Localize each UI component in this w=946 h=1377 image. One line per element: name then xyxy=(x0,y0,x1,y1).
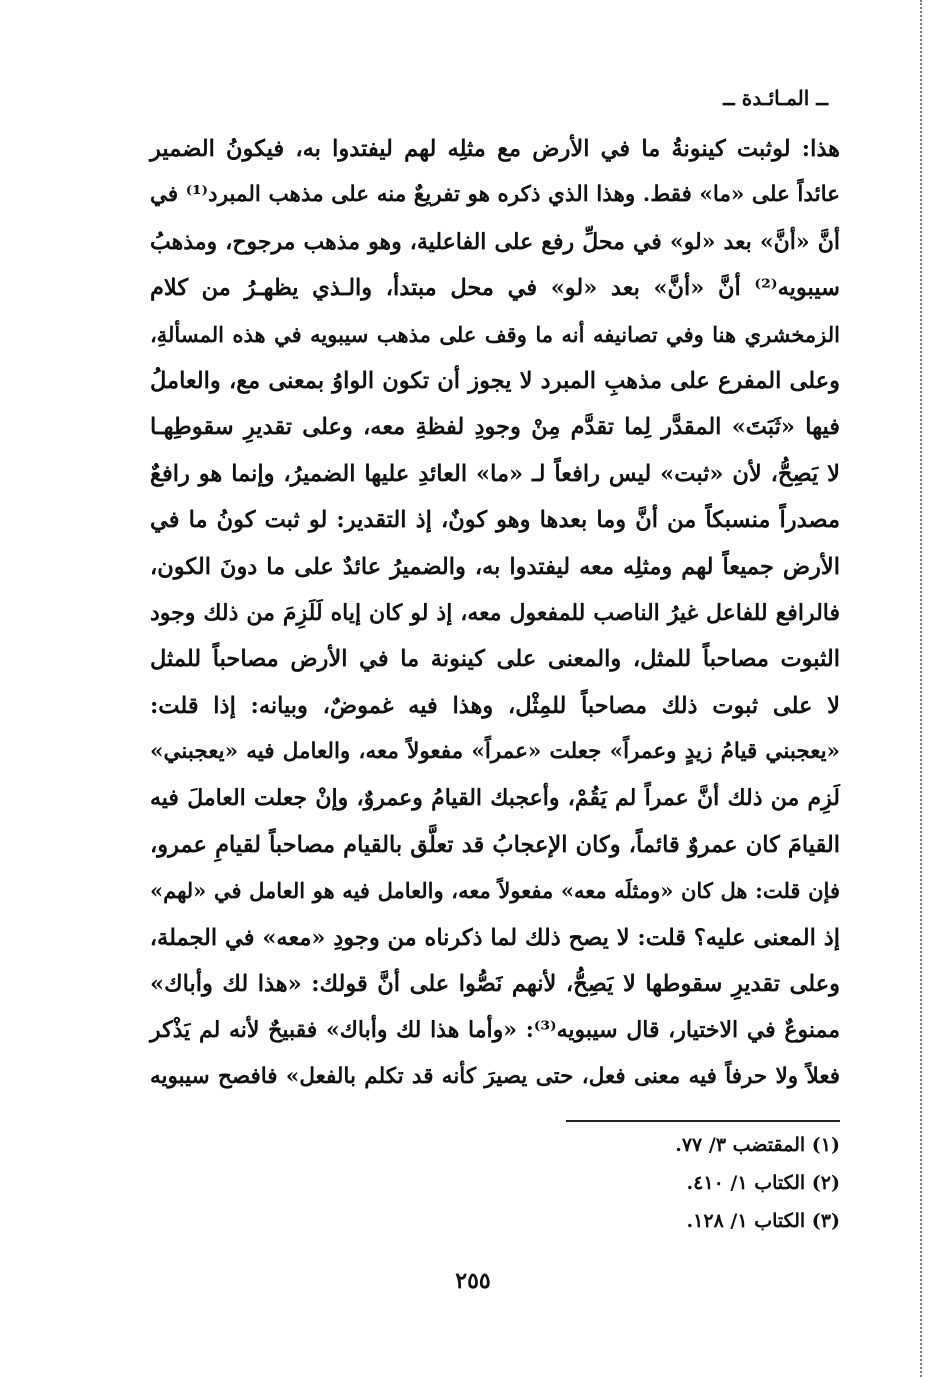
body-line: هذا: لوثبت كينونةُ ما في الأرض مع مثلِه لهم ليفتدوا به، فيكونُ الضمير xyxy=(150,136,840,162)
page-number: ٢٥٥ xyxy=(455,1268,491,1294)
body-line: وعلى تقديرِ سقوطها لا يَصِحُّ، لأنهم نَصُّوا على أنَّ قولك: «هذا لك وأباك» xyxy=(150,971,840,998)
body-line: أنَّ «أنَّ» بعد «لو» في محلِّ رفع على الفاعلية، وهو مذهب مرجوح، ومذهبُ xyxy=(150,228,840,255)
body-line: فيها «ثَبَتَ» المقدَّر لِما تقدَّم مِنْ وجودِ لفظةِ معه، وعلى تقديرِ سقوطِهـا xyxy=(150,414,840,441)
body-line: لَزِم من ذلك أنَّ عمراً لم يَقُمْ، وأعجبك القيامُ وعمروٌ، وإنْ جعلت العاملَ فيه xyxy=(150,785,840,812)
body-line: فإن قلت: هل كان «ومثلَه معه» مفعولاً معه، والعامل فيه هو العامل في «لهم» xyxy=(150,878,840,904)
footnote-1: (١) المقتضب ٣/ ٧٧. xyxy=(675,1134,840,1156)
body-line: الزمخشري هنا وفي تصانيفه أنه ما وقف على مذهب سيبويه في هذه المسألةِ، xyxy=(150,321,840,347)
body-line: ممنوعٌ في الاختيار، قال سيبويه⁽³⁾: «وأما هذا لك وأباك» فقبيحٌ لأنه لم يَذْكر xyxy=(150,1017,840,1044)
page-edge-dotted-rule xyxy=(920,0,922,1377)
body-line: إذ المعنى عليه؟ قلت: لا يصح ذلك لما ذكرناه من وجودِ «معه» في الجملة، xyxy=(149,924,840,951)
body-line: فالرافع للفاعل غيرُ الناصب للمفعول معه، إذ لو كان إياه لَلَزِمَ من ذلك وجود xyxy=(150,599,840,626)
running-head: ــ المـائـدة ــ xyxy=(723,86,828,110)
footnote-2: (٢) الكتاب ١/ ٤١٠. xyxy=(686,1172,840,1194)
body-line: لا يَصِحُّ، لأن «ثبت» ليس رافعاً لـ «ما» العائدِ عليها الضميرُ، وإنما هو رافعٌ xyxy=(150,460,840,487)
body-line: الأرض جميعاً لهم ومثلِه معه ليفتدوا به، والضميرُ عائدٌ على ما دونَ الكون، xyxy=(150,553,840,580)
body-line: فعلاً ولا حرفاً فيه معنى فعل، حتى يصيرَ كأنه قد تكلم بالفعل» فافصح سيبويه xyxy=(150,1063,840,1089)
body-line: القيامَ كان عمروٌ قائماً، وكان الإعجابُ قد تعلَّق بالقيام مصاحباً لقيامِ عمرو، xyxy=(150,831,840,858)
body-line: سيبويه⁽²⁾ أنَّ «أنَّ» بعد «لو» في محل مبتدأ، والـذي يظهـرُ من كلام xyxy=(150,275,840,302)
footnotes xyxy=(500,1126,840,1240)
body-line: الثبوت مصاحباً للمثل، والمعنى على كينونة ما في الأرض مصاحباً للمثل xyxy=(150,646,840,673)
body-text xyxy=(150,126,840,1100)
body-line: مصدراً منسبكاً من أنَّ وما بعدها وهو كونٌ، إذ التقدير: لو ثبت كونُ ما في xyxy=(150,507,840,534)
footnote-separator xyxy=(566,1120,840,1122)
body-line: لا على ثبوت ذلك مصاحباً للمِثْل، وهذا فيه غموضٌ، وبيانه: إذا قلت: xyxy=(150,692,840,719)
body-line: عائداً على «ما» فقط. وهذا الذي ذكره هو تفريعٌ منه على مذهب المبرد⁽¹⁾ في xyxy=(150,182,840,208)
body-line: «يعجبني قيامُ زيدٍ وعمراً» جعلت «عمراً» مفعولاً معه، والعامل فيه «يعجبني» xyxy=(150,739,840,765)
footnote-3: (٣) الكتاب ١/ ١٢٨. xyxy=(686,1210,840,1232)
body-line: وعلى المفرع على مذهبِ المبرد لا يجوز أن تكون الواوُ بمعنى مع، والعاملُ xyxy=(150,367,840,394)
